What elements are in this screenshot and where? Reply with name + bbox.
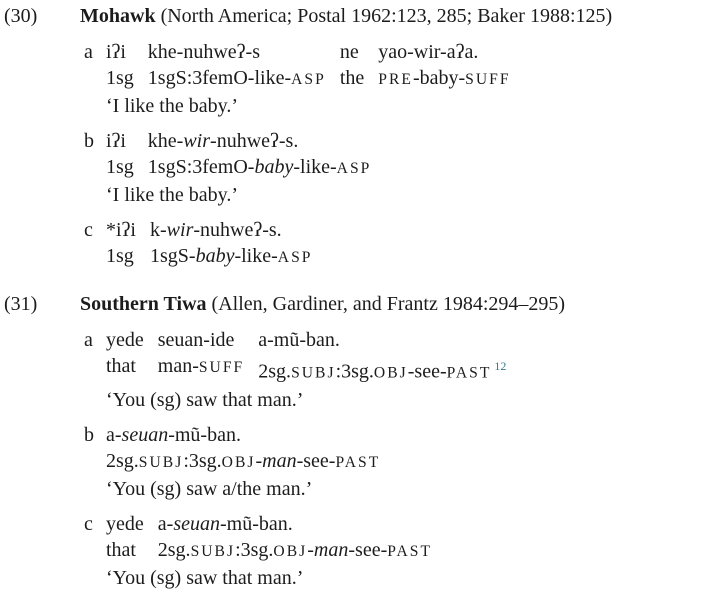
gloss-line (106, 154, 134, 180)
gloss-row (84, 39, 713, 93)
gloss-line (148, 65, 326, 93)
text-segment: 2sg. (157, 538, 191, 561)
example-title (80, 291, 713, 318)
item-letter: a (84, 329, 93, 351)
gloss-column (106, 39, 148, 93)
item-letter: a (84, 41, 93, 63)
gloss-column (106, 217, 150, 271)
italic-morpheme: seuan (121, 423, 169, 446)
text-segment: :3sg. (183, 449, 222, 472)
italic-morpheme: man (313, 538, 349, 561)
gloss-column (150, 217, 326, 271)
text-segment: iʔi (106, 41, 126, 63)
text-segment: -like- (234, 245, 278, 267)
text-segment: a-mũ-ban. (258, 329, 340, 351)
example-item (84, 327, 713, 413)
example-item (84, 39, 713, 119)
italic-morpheme: seuan (173, 512, 220, 535)
text-segment: -mũ-ban. (219, 512, 293, 535)
language-name: Southern Tiwa (80, 293, 207, 315)
smallcaps-gloss: SUBJ (190, 542, 236, 560)
gloss-row (84, 128, 713, 182)
gloss-row (84, 511, 713, 565)
text-segment: *iʔi (106, 219, 136, 241)
text-segment: -mũ-ban. (168, 423, 241, 446)
gloss-column (378, 39, 524, 93)
italic-morpheme: baby (254, 156, 294, 178)
example-header (0, 291, 713, 318)
text-segment: yede (106, 512, 144, 535)
gloss-column (148, 39, 340, 93)
example-block (0, 291, 713, 591)
italic-morpheme: man (262, 449, 297, 472)
italic-morpheme: wir (166, 219, 194, 241)
example-header (0, 3, 713, 30)
text-segment: a- (157, 512, 174, 535)
text-segment: yao-wir-aʔa. (378, 41, 479, 63)
interlinear-gloss (106, 217, 326, 271)
gloss-column (106, 422, 394, 476)
word-line (106, 422, 380, 448)
text-segment: 1sgS:3femO-like- (147, 67, 292, 89)
text-segment: -baby- (412, 67, 466, 89)
gloss-line (258, 353, 506, 387)
gloss-line (106, 65, 134, 91)
word-line (158, 327, 245, 353)
gloss-line (150, 243, 312, 271)
word-line (158, 511, 432, 537)
word-line (150, 217, 312, 243)
smallcaps-gloss: PAST (387, 542, 433, 560)
gloss-line (148, 154, 372, 182)
source-citation: (North America; Postal 1962:123, 285; Baker 1988:125) (160, 5, 613, 27)
gloss-column (106, 128, 148, 182)
word-line (106, 217, 136, 243)
gloss-column (148, 128, 386, 182)
example-item (84, 217, 713, 271)
text-segment: ne (339, 41, 359, 63)
italic-morpheme: baby (195, 245, 235, 267)
text-segment: k- (150, 219, 167, 241)
text-segment: iʔi (106, 130, 126, 152)
smallcaps-gloss: ASP (336, 160, 372, 177)
example-title (80, 3, 713, 30)
gloss-line (340, 65, 364, 91)
smallcaps-gloss: PRE (378, 71, 413, 88)
word-line (106, 327, 144, 353)
smallcaps-gloss: PAST (335, 453, 381, 471)
translation-line: ‘You (sg) saw that man.’ (106, 388, 304, 411)
text-segment: 2sg. (106, 449, 139, 472)
text-segment: that (106, 538, 136, 561)
gloss-line (158, 537, 432, 565)
item-letter: b (84, 130, 94, 152)
gloss-line (106, 353, 144, 379)
example-number: (30) (4, 5, 38, 27)
gloss-column (258, 327, 520, 387)
text-segment: that (106, 355, 136, 377)
text-segment: -see- (407, 360, 447, 383)
item-letter: b (84, 423, 94, 446)
text-segment: a- (106, 423, 122, 446)
text-segment: 2sg. (258, 360, 292, 383)
text-segment: the (339, 67, 365, 89)
smallcaps-gloss: OBJ (273, 542, 308, 560)
italic-morpheme: wir (183, 130, 211, 152)
word-line (378, 39, 510, 65)
example-item (84, 128, 713, 208)
text-segment: 1sg (106, 245, 134, 267)
item-letter: c (84, 512, 93, 535)
text-segment: 1sg (106, 67, 134, 89)
gloss-column (106, 327, 158, 387)
text-segment: 1sgS- (150, 245, 196, 267)
example-block (0, 3, 713, 271)
interlinear-gloss (106, 327, 520, 387)
smallcaps-gloss: ASP (291, 71, 326, 88)
text-segment: - (255, 449, 263, 472)
text-segment: khe-nuhweʔ-s (147, 41, 260, 63)
smallcaps-gloss: SUFF (198, 359, 245, 376)
text-segment: - (307, 538, 314, 561)
word-line (106, 128, 134, 154)
translation-line: ‘I like the baby.’ (106, 184, 238, 206)
gloss-line (106, 243, 136, 269)
text-segment: :3sg. (335, 360, 374, 383)
text-segment: -nuhweʔ-s. (210, 130, 299, 152)
text-segment: 1sgS:3femO- (147, 156, 255, 178)
word-line (340, 39, 364, 65)
gloss-column (106, 511, 158, 565)
text-segment: 1sg (106, 156, 134, 178)
translation-line: ‘You (sg) saw a/the man.’ (106, 477, 313, 500)
interlinear-gloss (106, 422, 394, 476)
language-name: Mohawk (80, 5, 156, 27)
item-letter: c (84, 219, 93, 241)
example-item (84, 511, 713, 591)
smallcaps-gloss: OBJ (221, 453, 256, 471)
smallcaps-gloss: SUFF (465, 71, 511, 88)
example-item (84, 422, 713, 502)
gloss-line (106, 448, 380, 476)
text-segment: -see- (296, 449, 336, 472)
text-segment: khe- (147, 130, 184, 152)
word-line (258, 327, 506, 353)
text-segment: -nuhweʔ-s. (193, 219, 282, 241)
smallcaps-gloss: OBJ (373, 364, 408, 382)
smallcaps-gloss: SUBJ (291, 364, 336, 382)
gloss-line (106, 537, 144, 563)
gloss-line (158, 353, 245, 381)
text-segment: man- (157, 355, 199, 377)
text-segment: :3sg. (235, 538, 274, 561)
gloss-column (340, 39, 378, 93)
gloss-row (84, 327, 713, 387)
smallcaps-gloss: PAST (446, 364, 492, 382)
interlinear-gloss (106, 511, 446, 565)
text-segment: -see- (348, 538, 388, 561)
gloss-row (84, 422, 713, 476)
interlinear-gloss (106, 128, 385, 182)
smallcaps-gloss: SUBJ (138, 453, 184, 471)
word-line (148, 128, 372, 154)
gloss-column (158, 327, 259, 387)
text-segment: yede (106, 329, 144, 351)
example-number: (31) (4, 293, 38, 315)
word-line (148, 39, 326, 65)
word-line (106, 39, 134, 65)
footnote-ref[interactable]: 12 (494, 359, 507, 373)
word-line (106, 511, 144, 537)
smallcaps-gloss: ASP (277, 249, 313, 266)
text-segment: seuan-ide (157, 329, 235, 351)
text-segment: -like- (293, 156, 337, 178)
gloss-row (84, 217, 713, 271)
interlinear-gloss (106, 39, 525, 93)
source-citation: (Allen, Gardiner, and Frantz 1984:294–295) (211, 293, 566, 315)
translation-line: ‘You (sg) saw that man.’ (106, 566, 304, 589)
gloss-line (378, 65, 510, 93)
translation-line: ‘I like the baby.’ (106, 95, 238, 117)
gloss-column (158, 511, 446, 565)
